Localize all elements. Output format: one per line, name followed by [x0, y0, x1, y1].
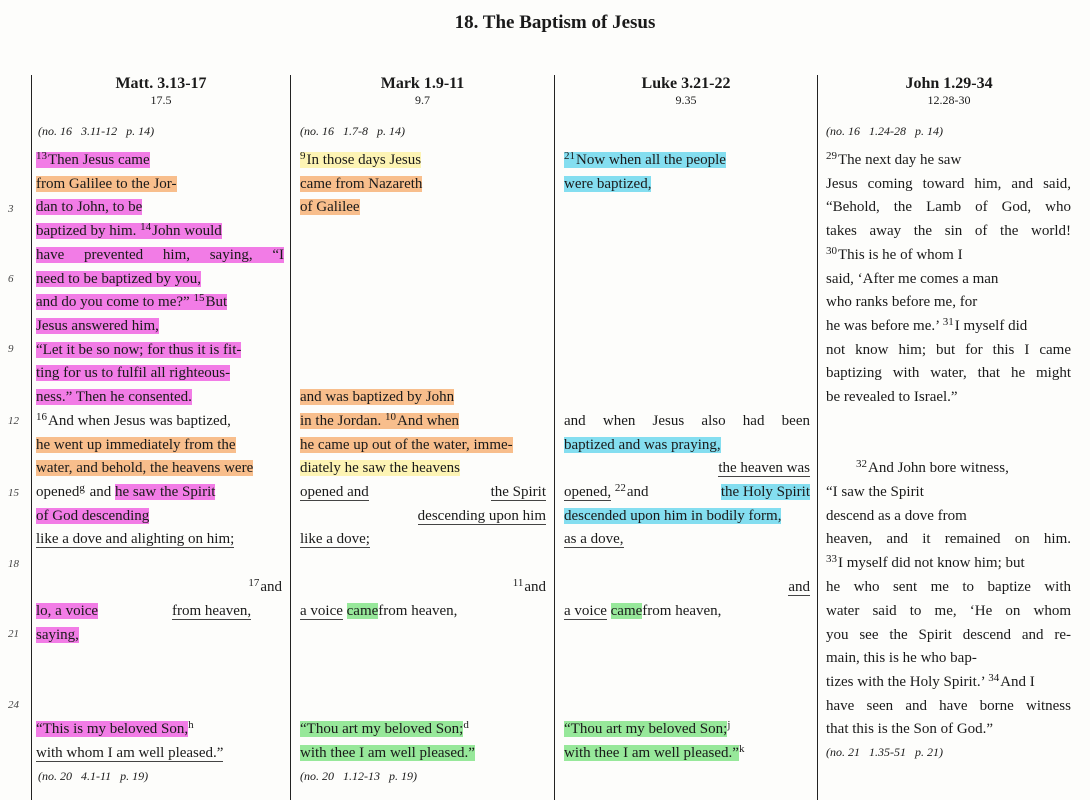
column-header-matthew — [32, 75, 290, 117]
text-line: “This is my beloved Son,$^h$ — [36, 719, 194, 737]
text-line: the heaven was — [718, 460, 810, 476]
text-line: and was baptized by John — [300, 389, 455, 405]
text-line: in the Jordan. $^{10}$And when — [300, 411, 460, 429]
text-line: $^{13}$Then Jesus came — [36, 150, 150, 168]
text-line: saying, — [36, 627, 79, 643]
text-line: “Let it be so now; for thus it is fit- — [36, 342, 242, 358]
text-line: have prevented him, saying, “I — [36, 247, 284, 263]
text-line: opened$^g$ and he saw the Spirit — [36, 482, 216, 500]
text-line: $^{30}$This is he of whom I — [826, 245, 963, 263]
text-line: and — [788, 579, 810, 595]
text-line: $^{11}$and — [512, 577, 546, 595]
text-line: opened and — [300, 484, 369, 500]
column-header-luke — [555, 75, 817, 117]
text-line: not know him; but for this I came — [826, 342, 1071, 358]
line-number: 18 — [8, 558, 19, 570]
text-line: need to be baptized by you, — [36, 271, 201, 287]
text-line: tizes with the Holy Spirit.’ $^{34}$And I — [826, 672, 1035, 690]
xref-bottom-john: (no. 21 1.35-51 p. 21) — [826, 745, 943, 759]
text-line: lo, a voice — [36, 603, 99, 619]
cross-reference: 9.7 — [415, 93, 430, 107]
text-line: baptized by him. $^{14}$John would — [36, 221, 222, 239]
text-line: takes away the sin of the world! — [826, 223, 1071, 239]
text-line: Jesus coming toward him, and said, — [826, 176, 1071, 192]
gospel-reference: Luke 3.21-22 — [641, 75, 731, 92]
text-line: $^{16}$And when Jesus was baptized, — [36, 411, 231, 429]
text-line: diately he saw the heavens — [300, 460, 460, 476]
text-line: and when Jesus also had been — [564, 413, 810, 429]
text-line: from Galilee to the Jor- — [36, 176, 177, 192]
text-line: descended upon him in bodily form, — [564, 508, 782, 524]
text-line: heaven, and it remained on him. — [826, 531, 1071, 547]
text-line: dan to John, to be — [36, 199, 143, 215]
text-line: baptized and was praying, — [564, 437, 721, 453]
text-line: “Behold, the Lamb of God, who — [826, 199, 1071, 215]
cross-reference: 9.35 — [675, 93, 697, 107]
text-line: of God descending — [36, 508, 150, 524]
text-line: descend as a dove from — [826, 508, 967, 524]
line-number: 9 — [8, 343, 14, 355]
text-line: have seen and have borne witness — [826, 698, 1071, 714]
line-number: 12 — [8, 415, 19, 427]
gospel-reference: Mark 1.9-11 — [380, 75, 465, 92]
text-line: with whom I am well pleased.” — [36, 745, 224, 761]
text-line: ness.” Then he consented. — [36, 389, 192, 405]
xref-top-matthew: (no. 16 3.11-12 p. 14) — [38, 124, 155, 138]
text-line: water said to me, ‘He on whom — [826, 603, 1071, 619]
text-line: $^{32}$And John bore witness, — [856, 458, 1009, 476]
text-line: from heaven, — [172, 603, 252, 619]
line-number: 15 — [8, 487, 19, 499]
xref-top-john: (no. 16 1.24-28 p. 14) — [826, 124, 943, 138]
text-line: be revealed to Israel.” — [826, 389, 958, 405]
column-divider — [554, 75, 555, 800]
text-line: the Holy Spirit — [720, 484, 810, 500]
gospel-reference: John 1.29-34 — [905, 75, 993, 92]
text-line: ting for us to fulfil all righteous- — [36, 365, 231, 381]
text-line: $^{33}$I myself did not know him; but — [826, 553, 1025, 571]
cross-reference: 12.28-30 — [927, 93, 971, 107]
column-divider — [290, 75, 291, 800]
text-line: $^{17}$and — [248, 577, 282, 595]
text-line: Jesus answered him, — [36, 318, 159, 334]
text-line: “Thou art my beloved Son;$^j$ — [564, 719, 731, 737]
text-line: came from Nazareth — [300, 176, 423, 192]
text-line: the Spirit — [490, 484, 546, 500]
text-line: he came up out of the water, imme- — [300, 437, 513, 453]
text-line: with thee I am well pleased.”$^k$ — [564, 743, 745, 761]
text-line: like a dove; — [300, 531, 370, 547]
text-line: you see the Spirit descend and re- — [826, 627, 1071, 643]
column-header-mark — [291, 75, 554, 117]
text-line: $^9$In those days Jesus — [300, 150, 422, 168]
cross-reference: 17.5 — [150, 93, 172, 107]
text-line: he who sent me to baptize with — [826, 579, 1071, 595]
text-line: who ranks before me, for — [826, 294, 978, 310]
text-line: that this is the Son of God.” — [826, 721, 994, 737]
text-line: a voice camefrom heaven, — [564, 603, 722, 619]
text-line: water, and behold, the heavens were — [36, 460, 254, 476]
text-line: said, ‘After me comes a man — [826, 271, 999, 287]
text-line: “I saw the Spirit — [826, 484, 924, 500]
line-number: 24 — [8, 699, 19, 711]
text-line: opened, $^{22}$and — [564, 482, 649, 500]
line-number: 21 — [8, 628, 19, 640]
text-line: $^{29}$The next day he saw — [826, 150, 962, 168]
text-line: like a dove and alighting on him; — [36, 531, 235, 547]
text-line: $^{21}$Now when all the people — [564, 150, 726, 168]
line-number: 3 — [8, 203, 14, 215]
column-divider — [817, 75, 818, 800]
xref-bottom-mark: (no. 20 1.12-13 p. 19) — [300, 769, 417, 783]
gospel-reference: Matt. 3.13-17 — [115, 75, 207, 92]
text-line: “Thou art my beloved Son;$^d$ — [300, 719, 469, 737]
text-line: baptizing with water, that he might — [826, 365, 1071, 381]
text-line: with thee I am well pleased.” — [300, 745, 475, 761]
text-line: descending upon him — [417, 508, 546, 524]
page-title: 18. The Baptism of Jesus — [454, 12, 656, 33]
xref-bottom-matthew: (no. 20 4.1-11 p. 19) — [38, 769, 149, 783]
text-line: were baptized, — [564, 176, 652, 192]
column-divider — [31, 75, 32, 800]
line-number: 6 — [8, 273, 14, 285]
text-line: he was before me.’ $^{31}$I myself did — [826, 316, 1028, 334]
xref-top-mark: (no. 16 1.7-8 p. 14) — [300, 124, 405, 138]
text-line: a voice camefrom heaven, — [300, 603, 458, 619]
text-line: he went up immediately from the — [36, 437, 236, 453]
text-line: main, this is he who bap- — [826, 650, 977, 666]
text-line: and do you come to me?” $^{15}$But — [36, 292, 228, 310]
column-header-john — [818, 75, 1080, 117]
text-line: of Galilee — [300, 199, 360, 215]
text-line: as a dove, — [564, 531, 624, 547]
